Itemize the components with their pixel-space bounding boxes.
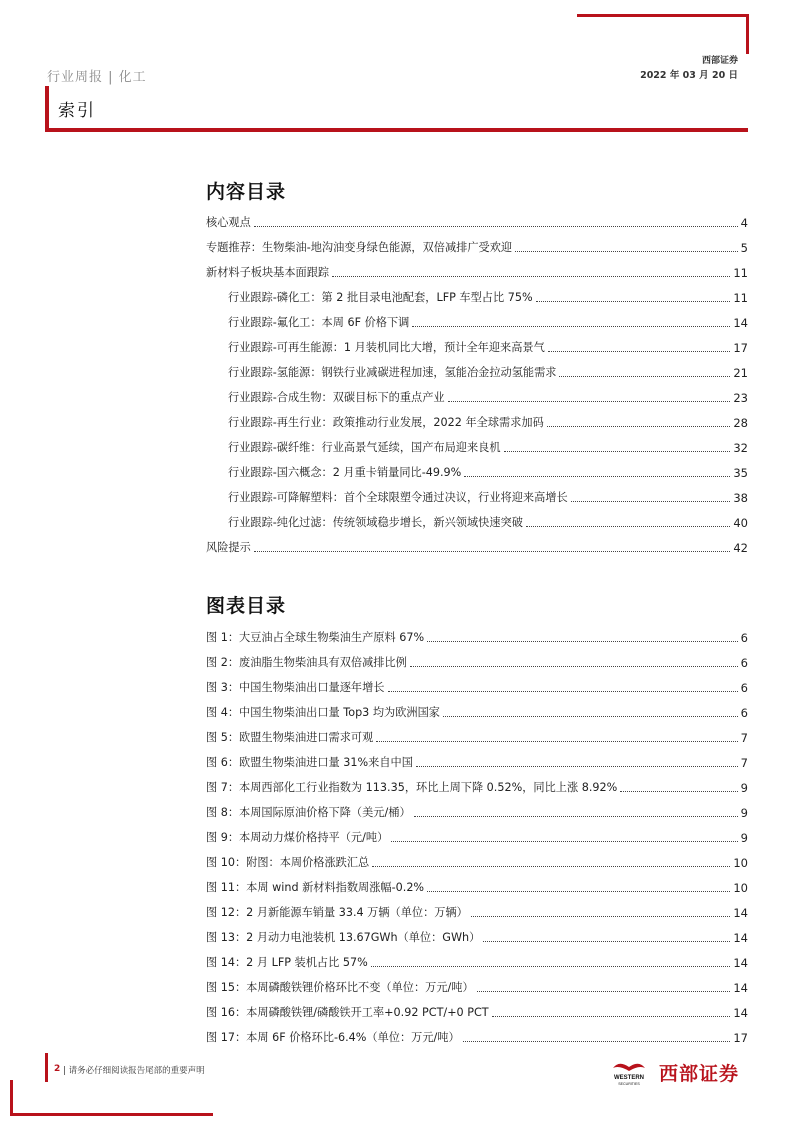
leader-dots <box>463 1041 731 1042</box>
top-right-bracket-vertical <box>746 14 749 54</box>
figure-entry-page: 14 <box>733 906 748 920</box>
figure-entry[interactable] <box>206 977 748 995</box>
figure-entry-page: 7 <box>740 731 748 745</box>
logo-en-bottom: SECURITIES <box>618 1082 640 1086</box>
company-logo <box>605 1058 750 1086</box>
leader-dots <box>620 791 737 792</box>
figure-entry[interactable] <box>206 827 748 845</box>
toc-subentry[interactable] <box>228 337 748 355</box>
toc-entry-page: 40 <box>733 516 748 530</box>
figure-entry-label: 图 4：中国生物柴油出口量 Top3 均为欧洲国家 <box>206 706 440 719</box>
toc-entry-page: 4 <box>740 216 748 230</box>
toc-entry-label: 行业跟踪-合成生物：双碳目标下的重点产业 <box>228 391 445 404</box>
toc-entry[interactable] <box>206 537 748 555</box>
bottom-left-bracket-vertical <box>10 1080 13 1116</box>
logo-cn-text: 西部证券 <box>659 1062 740 1085</box>
toc-subentry[interactable] <box>228 312 748 330</box>
section-bar-vertical <box>45 86 49 130</box>
leader-dots <box>412 326 730 327</box>
toc-entry-label: 核心观点 <box>206 216 251 229</box>
toc-entry-label: 行业跟踪-国六概念：2 月重卡销量同比-49.9% <box>228 466 462 479</box>
toc-entry-page: 35 <box>733 466 748 480</box>
toc-entry-label: 行业跟踪-磷化工：第 2 批目录电池配套，LFP 车型占比 75% <box>228 291 533 304</box>
toc-entry-label: 行业跟踪-可再生能源：1 月装机同比大增，预计全年迎来高景气 <box>228 341 545 354</box>
figure-entry-label: 图 12：2 月新能源车销量 33.4 万辆（单位：万辆） <box>206 906 468 919</box>
toc-entry-page: 21 <box>733 366 748 380</box>
figures-heading: 图表目录 <box>206 595 287 617</box>
toc-entry-page: 32 <box>733 441 748 455</box>
figure-entry-label: 图 17：本周 6F 价格环比-6.4%（单位：万元/吨） <box>206 1031 460 1044</box>
leader-dots <box>526 526 730 527</box>
figure-entry[interactable] <box>206 702 748 720</box>
figure-entry-label: 图 1：大豆油占全球生物柴油生产原料 67% <box>206 631 425 644</box>
toc-subentry[interactable] <box>228 387 748 405</box>
figure-entry-page: 14 <box>733 931 748 945</box>
figure-entry[interactable] <box>206 777 748 795</box>
toc-entry-label: 专题推荐：生物柴油-地沟油变身绿色能源，双倍减排广受欢迎 <box>206 241 513 254</box>
leader-dots <box>410 666 738 667</box>
page-number: 2 <box>54 1064 61 1074</box>
toc-entry-label: 新材料子板块基本面跟踪 <box>206 266 330 279</box>
toc-subentry[interactable] <box>228 412 748 430</box>
leader-dots <box>372 866 730 867</box>
leader-dots <box>483 941 730 942</box>
figure-entry-label: 图 16：本周磷酸铁锂/磷酸铁开工率+0.92 PCT/+0 PCT <box>206 1006 489 1019</box>
toc-entry-page: 42 <box>733 541 748 555</box>
leader-dots <box>448 401 731 402</box>
toc-subentry[interactable] <box>228 512 748 530</box>
figure-entry[interactable] <box>206 952 748 970</box>
figure-entry-page: 17 <box>733 1031 748 1045</box>
toc-entry-label: 行业跟踪-可降解塑料：首个全球限塑令通过决议，行业将迎来高增长 <box>228 491 568 504</box>
header-brand: 西部证券 <box>701 56 738 66</box>
figure-entry[interactable] <box>206 1027 748 1045</box>
figure-entry[interactable] <box>206 927 748 945</box>
figure-entry-label: 图 9：本周动力煤价格持平（元/吨） <box>206 831 389 844</box>
figure-entry-page: 6 <box>740 656 748 670</box>
figure-entry-label: 图 10：附图：本周价格涨跌汇总 <box>206 856 370 869</box>
figure-entry[interactable] <box>206 902 748 920</box>
figure-entry[interactable] <box>206 677 748 695</box>
leader-dots <box>388 691 738 692</box>
toc-entry-page: 38 <box>733 491 748 505</box>
toc-entry-label: 行业跟踪-氟化工：本周 6F 价格下调 <box>228 316 410 329</box>
toc-subentry[interactable] <box>228 287 748 305</box>
leader-dots <box>464 476 730 477</box>
toc-subentry[interactable] <box>228 362 748 380</box>
leader-dots <box>376 741 737 742</box>
figure-entry-page: 6 <box>740 706 748 720</box>
figure-entry-page: 9 <box>740 781 748 795</box>
figure-entry-page: 7 <box>740 756 748 770</box>
toc-entry[interactable] <box>206 212 748 230</box>
figure-entry-page: 14 <box>733 981 748 995</box>
figure-entry-label: 图 2：废油脂生物柴油具有双倍减排比例 <box>206 656 407 669</box>
toc-subentry[interactable] <box>228 437 748 455</box>
leader-dots <box>416 766 738 767</box>
leader-dots <box>427 891 730 892</box>
toc-entry-page: 11 <box>733 291 748 305</box>
figure-entry-page: 14 <box>733 1006 748 1020</box>
footer-bar <box>45 1053 48 1082</box>
leader-dots <box>515 251 738 252</box>
leader-dots <box>559 376 730 377</box>
contents-heading: 内容目录 <box>206 181 287 203</box>
figure-entry[interactable] <box>206 877 748 895</box>
leader-dots <box>477 991 731 992</box>
leader-dots <box>427 641 738 642</box>
toc-entry[interactable] <box>206 237 748 255</box>
figure-entry-label: 图 15：本周磷酸铁锂价格环比不变（单位：万元/吨） <box>206 981 474 994</box>
leader-dots <box>254 226 738 227</box>
toc-entry-page: 14 <box>733 316 748 330</box>
leader-dots <box>504 451 731 452</box>
figure-entry-label: 图 7：本周西部化工行业指数为 113.35，环比上周下降 0.52%，同比上涨 8.92% <box>206 781 618 794</box>
figure-entry[interactable] <box>206 1002 748 1020</box>
figure-entry[interactable] <box>206 752 748 770</box>
leader-dots <box>332 276 730 277</box>
report-date: 2022 年 03 月 20 日 <box>640 70 738 81</box>
toc-entry[interactable] <box>206 262 748 280</box>
leader-dots <box>414 816 738 817</box>
leader-dots <box>254 551 731 552</box>
leader-dots <box>492 1016 731 1017</box>
toc-entry-label: 风险提示 <box>206 541 251 554</box>
leader-dots <box>571 501 731 502</box>
toc-entry-page: 28 <box>733 416 748 430</box>
figure-entry[interactable] <box>206 727 748 745</box>
leader-dots <box>547 426 731 427</box>
leader-dots <box>471 916 730 917</box>
leader-dots <box>391 841 737 842</box>
leader-dots <box>548 351 731 352</box>
figure-entry-label: 图 11：本周 wind 新材料指数周涨幅-0.2% <box>206 881 425 894</box>
toc-entry-page: 11 <box>733 266 748 280</box>
figure-entry[interactable] <box>206 852 748 870</box>
section-title: 索引 <box>58 101 96 121</box>
section-bar-horizontal <box>45 128 748 132</box>
figure-entry-page: 14 <box>733 956 748 970</box>
leader-dots <box>443 716 738 717</box>
toc-entry-page: 17 <box>733 341 748 355</box>
toc-entry-page: 5 <box>740 241 748 255</box>
toc-subentry[interactable] <box>228 462 748 480</box>
figure-entry-page: 9 <box>740 831 748 845</box>
figure-entry[interactable] <box>206 652 748 670</box>
figure-entry-label: 图 6：欧盟生物柴油进口量 31%来自中国 <box>206 756 413 769</box>
toc-subentry[interactable] <box>228 487 748 505</box>
toc-entry-page: 23 <box>733 391 748 405</box>
figure-entry-page: 10 <box>733 856 748 870</box>
figure-entry-label: 图 14：2 月 LFP 装机占比 57% <box>206 956 368 969</box>
figure-entry-label: 图 13：2 月动力电池装机 13.67GWh（单位：GWh） <box>206 931 481 944</box>
bottom-left-bracket-horizontal <box>10 1113 213 1116</box>
figure-entry[interactable] <box>206 627 748 645</box>
figure-entry-page: 6 <box>740 631 748 645</box>
disclaimer-notice: | 请务必仔细阅读报告尾部的重要声明 <box>63 1066 205 1076</box>
leader-dots <box>371 966 731 967</box>
report-type: 行业周报 | 化工 <box>47 70 147 85</box>
toc-entry-label: 行业跟踪-氢能源：钢铁行业减碳进程加速，氢能冶金拉动氢能需求 <box>228 366 557 379</box>
leader-dots <box>536 301 731 302</box>
figure-entry-page: 9 <box>740 806 748 820</box>
logo-en-top: WESTERN <box>614 1075 644 1081</box>
figure-entry-label: 图 5：欧盟生物柴油进口需求可观 <box>206 731 374 744</box>
figure-entry-label: 图 8：本周国际原油价格下降（美元/桶） <box>206 806 411 819</box>
figure-entry[interactable] <box>206 802 748 820</box>
toc-entry-label: 行业跟踪-纯化过滤：传统领域稳步增长，新兴领域快速突破 <box>228 516 523 529</box>
toc-entry-label: 行业跟踪-再生行业：政策推动行业发展，2022 年全球需求加码 <box>228 416 544 429</box>
top-right-bracket-horizontal <box>577 14 749 17</box>
toc-entry-label: 行业跟踪-碳纤维：行业高景气延续，国产布局迎来良机 <box>228 441 501 454</box>
figure-entry-page: 6 <box>740 681 748 695</box>
figure-entry-label: 图 3：中国生物柴油出口量逐年增长 <box>206 681 385 694</box>
figure-entry-page: 10 <box>733 881 748 895</box>
bull-horns-icon <box>605 1058 653 1086</box>
